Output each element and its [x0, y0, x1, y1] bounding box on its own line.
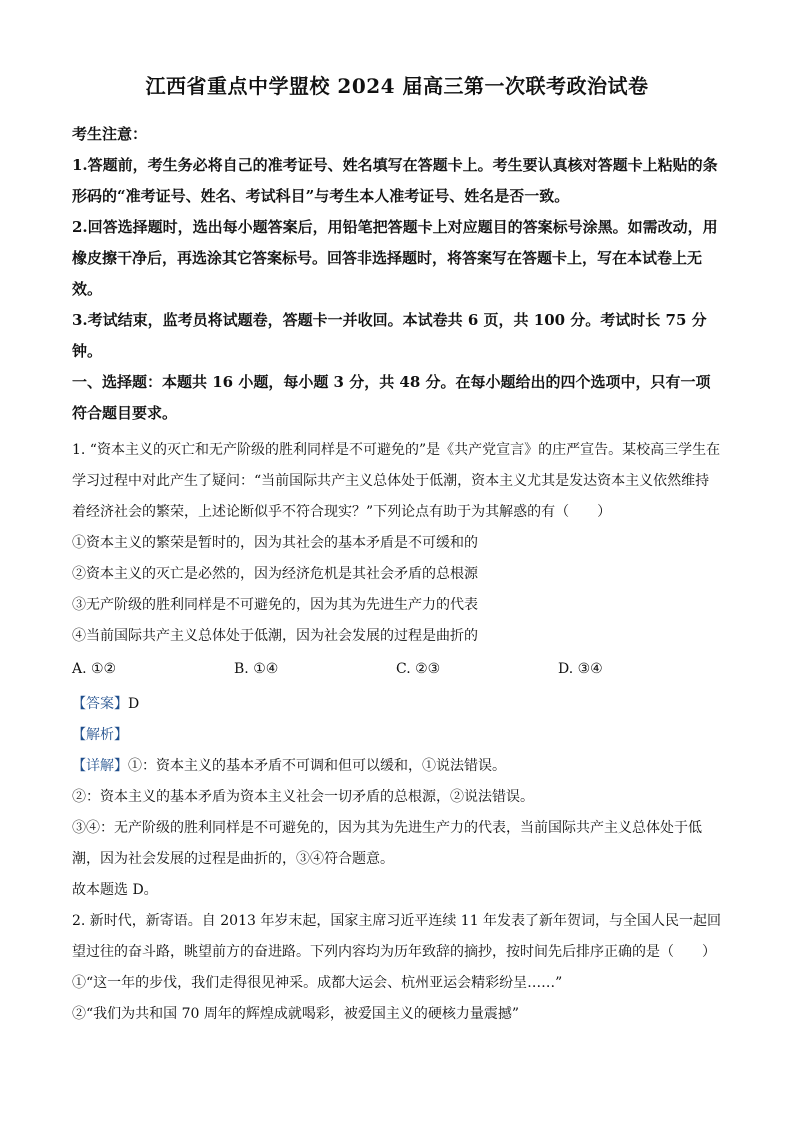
- statement: ②“我们为共和国 70 周年的辉煌成就喝彩，被爱国主义的硬核力量震撼”: [72, 1006, 520, 1022]
- detail-text: ②：资本主义的基本矛盾为资本主义社会一切矛盾的总根源，②说法错误。: [72, 789, 534, 805]
- answer-line: [72, 689, 722, 720]
- conclusion: 故本题选 D。: [72, 882, 158, 898]
- question-stem: 1. “资本主义的灭亡和无产阶级的胜利同样是不可避免的”是《共产党宣言》的庄严宣告。某校高三学生在学习过程中对此产生了疑问：“当前国际共产主义总体处于低潮，资本主义尤其是发达资本主义依然维持着经济社会的繁荣，上述论断似乎不符合现实？”下列论点有助于为其解惑的有（ ）: [72, 442, 721, 520]
- statement: ①“这一年的步伐，我们走得很见神采。成都大运会、杭州亚运会精彩纷呈……”: [72, 975, 563, 991]
- question-2: [72, 906, 722, 1030]
- option-d: D. ③④: [558, 661, 603, 677]
- analysis-line: [72, 720, 722, 751]
- statement: ④当前国际共产主义总体处于低潮，因为社会发展的过程是曲折的: [72, 628, 478, 644]
- option-a: A. ①②: [72, 661, 117, 677]
- notice-item: 2.回答选择题时，选出每小题答案后，用铅笔把答题卡上对应题目的答案标号涂黑。如需改动，用橡皮擦干净后，再选涂其它答案标号。回答非选择题时，将答案写在答题卡上，写在本试卷上无效。: [72, 218, 718, 298]
- notice-block: [72, 119, 722, 367]
- detail-text: ①：资本主义的基本矛盾不可调和但可以缓和，①说法错误。: [128, 758, 506, 774]
- statement: ②资本主义的灭亡是必然的，因为经济危机是其社会矛盾的总根源: [72, 566, 478, 582]
- options-row: [72, 654, 722, 685]
- notice-item: 3.考试结束，监考员将试题卷，答题卡一并收回。本试卷共 6 页，共 100 分。考试时长 75 分钟。: [72, 311, 707, 360]
- statement: ①资本主义的繁荣是暂时的，因为其社会的基本矛盾是不可缓和的: [72, 535, 478, 551]
- detail-label: 【详解】: [72, 758, 128, 774]
- option-c: C. ②③: [396, 661, 441, 677]
- analysis-label: 【解析】: [72, 727, 128, 743]
- exam-page: [72, 70, 722, 1030]
- detail-line: [72, 751, 722, 782]
- page-title: 江西省重点中学盟校 2024 届高三第一次联考政治试卷: [145, 74, 649, 98]
- notice-heading: 考生注意：: [72, 125, 148, 143]
- section-heading: 一、选择题：本题共 16 小题，每小题 3 分，共 48 分。在每小题给出的四个选项中，只有一项符合题目要求。: [72, 373, 711, 422]
- statement: ③无产阶级的胜利同样是不可避免的，因为其为先进生产力的代表: [72, 597, 478, 613]
- question-stem: 2. 新时代，新寄语。自 2013 年岁末起，国家主席习近平连续 11 年发表了新年贺词，与全国人民一起回望过往的奋斗路，眺望前方的奋进路。下列内容均为历年致辞的摘抄，按时间先后排序正确的是（ ）: [72, 913, 722, 960]
- detail-text: ③④：无产阶级的胜利同样是不可避免的，因为其为先进生产力的代表，当前国际共产主义总体处于低潮，因为社会发展的过程是曲折的，③④符合题意。: [72, 820, 702, 867]
- option-b: B. ①④: [234, 661, 279, 677]
- answer-value: D: [128, 696, 140, 712]
- notice-item: 1.答题前，考生务必将自己的准考证号、姓名填写在答题卡上。考生要认真核对答题卡上粘贴的条形码的“准考证号、姓名、考试科目”与考生本人准考证号、姓名是否一致。: [72, 156, 718, 205]
- answer-label: 【答案】: [72, 696, 128, 712]
- question-1: [72, 435, 722, 906]
